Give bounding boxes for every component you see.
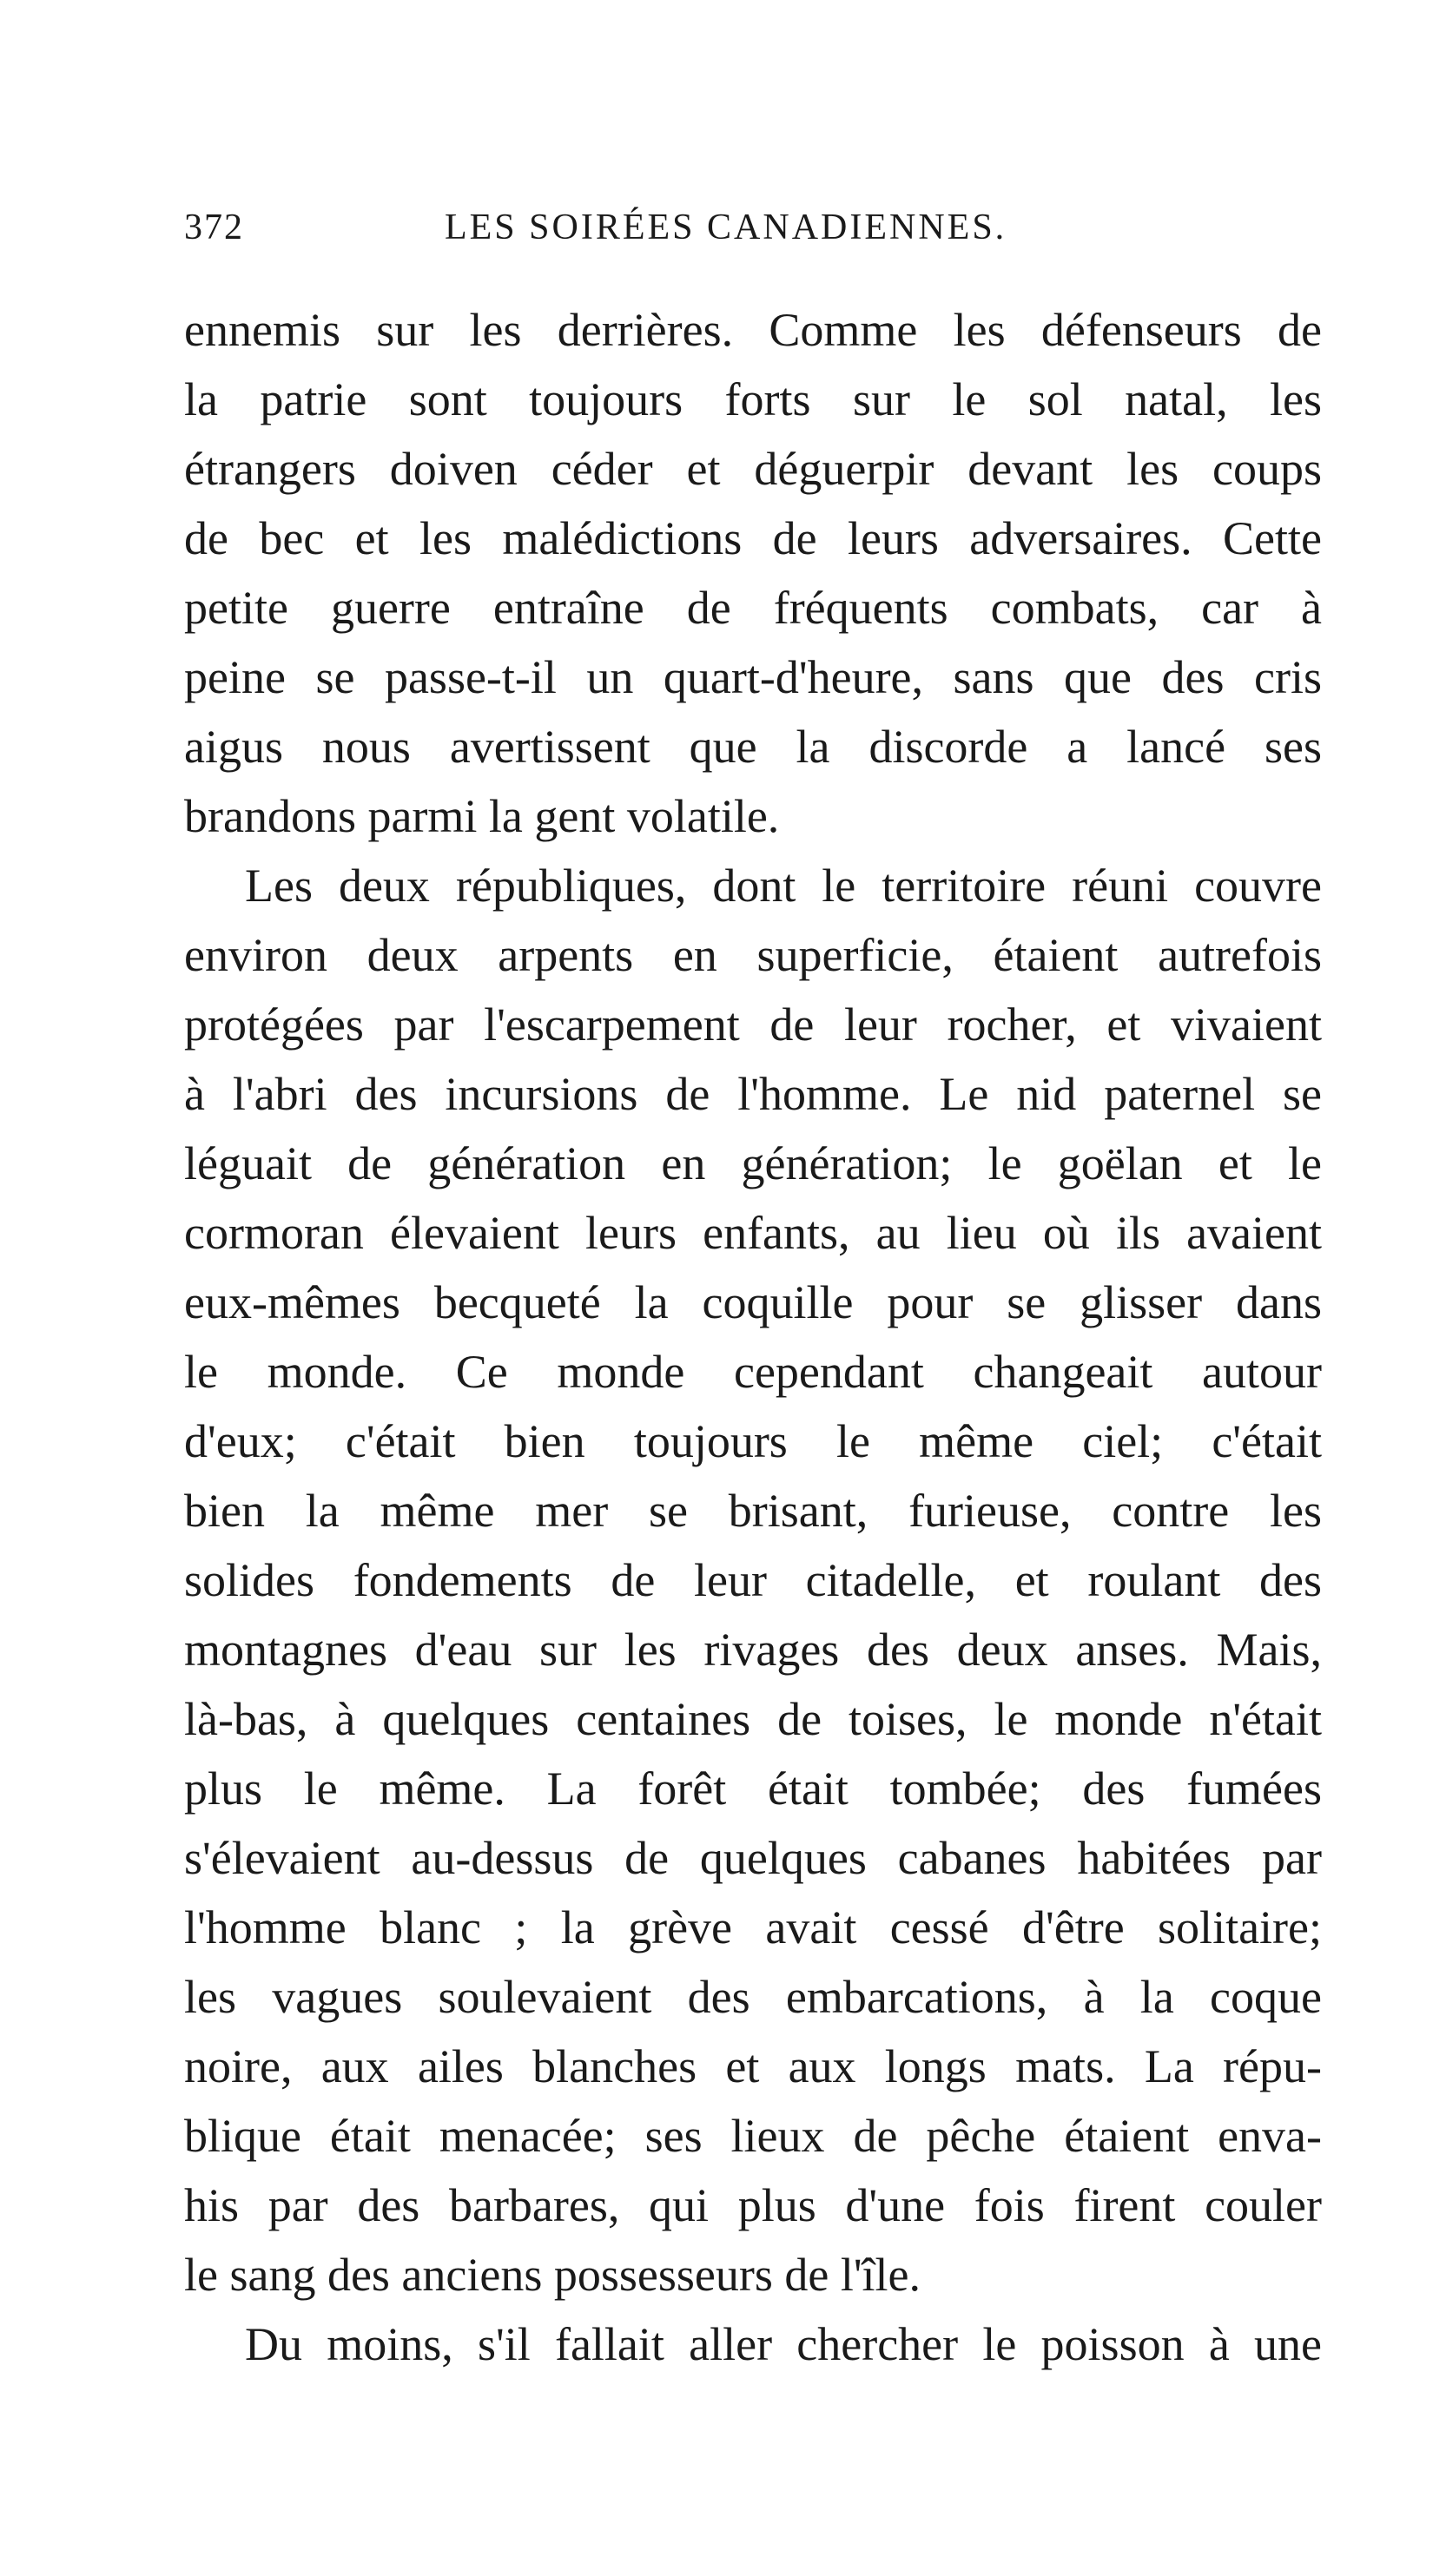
text-line: his par des barbares, qui plus d'une fois firent couler <box>184 2179 1322 2231</box>
text-line: aigus nous avertissent que la discorde a lancé ses <box>184 721 1322 773</box>
text-line: cormoran élevaient leurs enfants, au lieu où ils avaient <box>184 1207 1322 1259</box>
text-line: les vagues soulevaient des embarcations, à la coque <box>184 1971 1322 2023</box>
text-line: eux-mêmes becqueté la coquille pour se glisser dans <box>184 1276 1322 1328</box>
body-text <box>184 295 1322 2379</box>
running-title: LES SOIRÉES CANADIENNES. <box>445 208 1007 247</box>
paragraph-start-line: Du moins, s'il fallait aller chercher le poisson à une <box>245 2318 1322 2370</box>
text-line: la patrie sont toujours forts sur le sol natal, les <box>184 373 1322 425</box>
text-line: environ deux arpents en superficie, étaient autrefois <box>184 929 1322 981</box>
text-line: montagnes d'eau sur les rivages des deux anses. Mais, <box>184 1624 1322 1676</box>
running-head <box>184 201 1322 254</box>
page-number: 372 <box>184 208 244 247</box>
text-line: plus le même. La forêt était tombée; des fumées <box>184 1762 1322 1815</box>
text-line: noire, aux ailes blanches et aux longs mats. La répu- <box>184 2040 1322 2092</box>
text-line: d'eux; c'était bien toujours le même ciel; c'était <box>184 1415 1322 1467</box>
text-line: là-bas, à quelques centaines de toises, le monde n'était <box>184 1693 1322 1745</box>
text-line: brandons parmi la gent volatile. <box>184 790 780 842</box>
text-line: léguait de génération en génération; le goëlan et le <box>184 1137 1322 1189</box>
text-line: ennemis sur les derrières. Comme les défenseurs de <box>184 304 1322 356</box>
text-line: de bec et les malédictions de leurs adversaires. Cette <box>184 512 1322 564</box>
paragraph-start-line: Les deux républiques, dont le territoire réuni couvre <box>245 860 1322 912</box>
text-line: s'élevaient au-dessus de quelques cabanes habitées par <box>184 1832 1322 1884</box>
text-line: le sang des anciens possesseurs de l'île. <box>184 2249 921 2301</box>
text-line: peine se passe-t-il un quart-d'heure, sans que des cris <box>184 651 1322 703</box>
text-line: étrangers doiven céder et déguerpir devant les coups <box>184 443 1322 495</box>
text-line: le monde. Ce monde cependant changeait autour <box>184 1346 1322 1398</box>
text-line: l'homme blanc ; la grève avait cessé d'être solitaire; <box>184 1901 1322 1953</box>
text-line: à l'abri des incursions de l'homme. Le nid paternel se <box>184 1068 1322 1120</box>
text-line: bien la même mer se brisant, furieuse, contre les <box>184 1485 1322 1537</box>
text-line: blique était menacée; ses lieux de pêche étaient enva- <box>184 2110 1322 2162</box>
text-line: petite guerre entraîne de fréquents combats, car à <box>184 582 1322 634</box>
text-line: protégées par l'escarpement de leur rocher, et vivaient <box>184 998 1322 1051</box>
text-line: solides fondements de leur citadelle, et roulant des <box>184 1554 1322 1606</box>
